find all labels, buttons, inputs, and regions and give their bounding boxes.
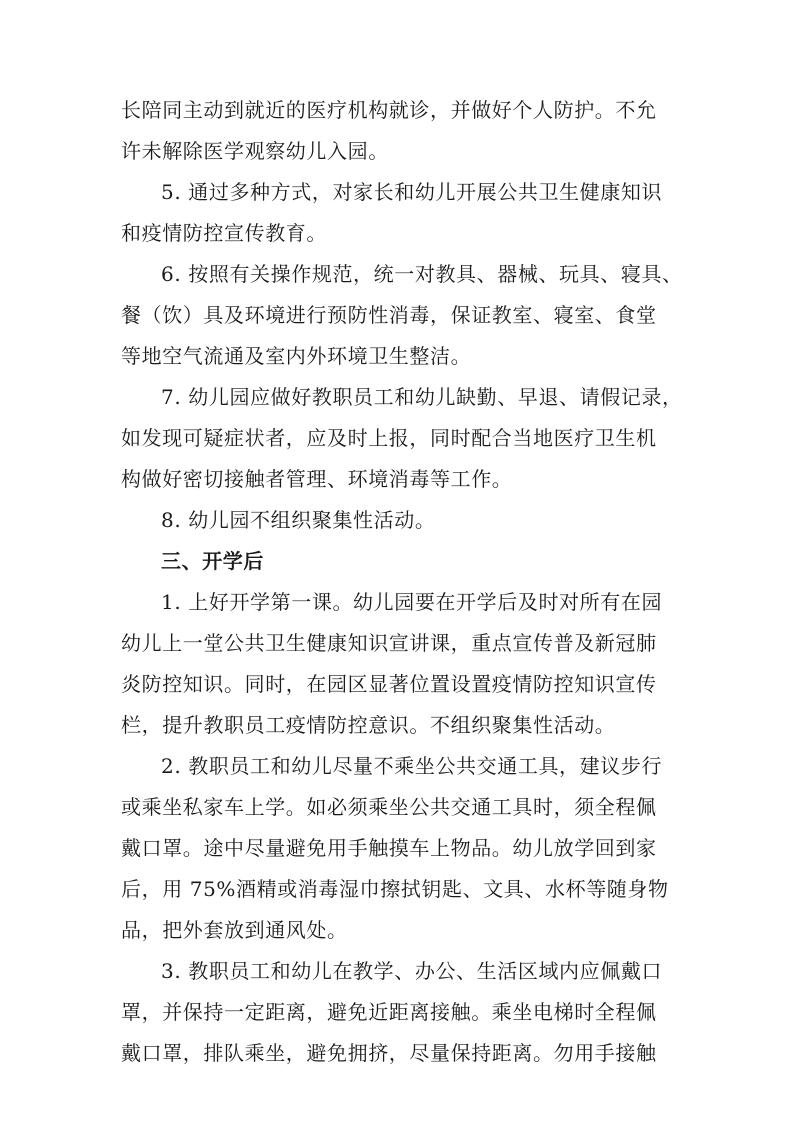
paragraph-line: 5. 通过多种方式，对家长和幼儿开展公共卫生健康知识 xyxy=(161,180,663,204)
paragraph-line: 6. 按照有关操作规范，统一对教具、器械、玩具、寝具、 xyxy=(161,262,683,286)
paragraph-line: 2. 教职员工和幼儿尽量不乘坐公共交通工具，建议步行 xyxy=(161,754,663,778)
paragraph-line: 戴口罩。途中尽量避免用手触摸车上物品。幼儿放学回到家 xyxy=(121,836,657,860)
paragraph-line: 如发现可疑症状者，应及时上报，同时配合当地医疗卫生机 xyxy=(121,426,657,450)
paragraph-line: 构做好密切接触者管理、环境消毒等工作。 xyxy=(121,467,513,491)
paragraph-line: 和疫情防控宣传教育。 xyxy=(121,221,327,245)
paragraph-line: 餐（饮）具及环境进行预防性消毒，保证教室、寝室、食堂 xyxy=(121,303,657,327)
paragraph-line: 8. 幼儿园不组织聚集性活动。 xyxy=(161,508,436,532)
paragraph-line: 1. 上好开学第一课。幼儿园要在开学后及时对所有在园 xyxy=(161,590,663,614)
paragraph-line: 栏，提升教职员工疫情防控意识。不组织聚集性活动。 xyxy=(121,713,616,737)
paragraph-line: 幼儿上一堂公共卫生健康知识宣讲课，重点宣传普及新冠肺 xyxy=(121,631,657,655)
paragraph-line: 或乘坐私家车上学。如必须乘坐公共交通工具时，须全程佩 xyxy=(121,795,657,819)
paragraph-line: 品，把外套放到通风处。 xyxy=(121,918,348,942)
paragraph-line: 7. 幼儿园应做好教职员工和幼儿缺勤、早退、请假记录， xyxy=(161,385,683,409)
paragraph-line: 炎防控知识。同时，在园区显著位置设置疫情防控知识宣传 xyxy=(121,672,657,696)
paragraph-line: 长陪同主动到就近的医疗机构就诊，并做好个人防护。不允 xyxy=(121,98,657,122)
paragraph-line: 戴口罩，排队乘坐，避免拥挤，尽量保持距离。勿用手接触 xyxy=(121,1041,657,1065)
section-heading: 三、开学后 xyxy=(161,549,264,573)
paragraph-line: 罩，并保持一定距离，避免近距离接触。乘坐电梯时全程佩 xyxy=(121,1000,657,1024)
paragraph-line: 3. 教职员工和幼儿在教学、办公、生活区域内应佩戴口 xyxy=(161,959,663,983)
paragraph-line: 后，用 75%酒精或消毒湿巾擦拭钥匙、文具、水杯等随身物 xyxy=(121,877,669,901)
paragraph-line: 许未解除医学观察幼儿入园。 xyxy=(121,139,389,163)
paragraph-line: 等地空气流通及室内外环境卫生整洁。 xyxy=(121,344,472,368)
